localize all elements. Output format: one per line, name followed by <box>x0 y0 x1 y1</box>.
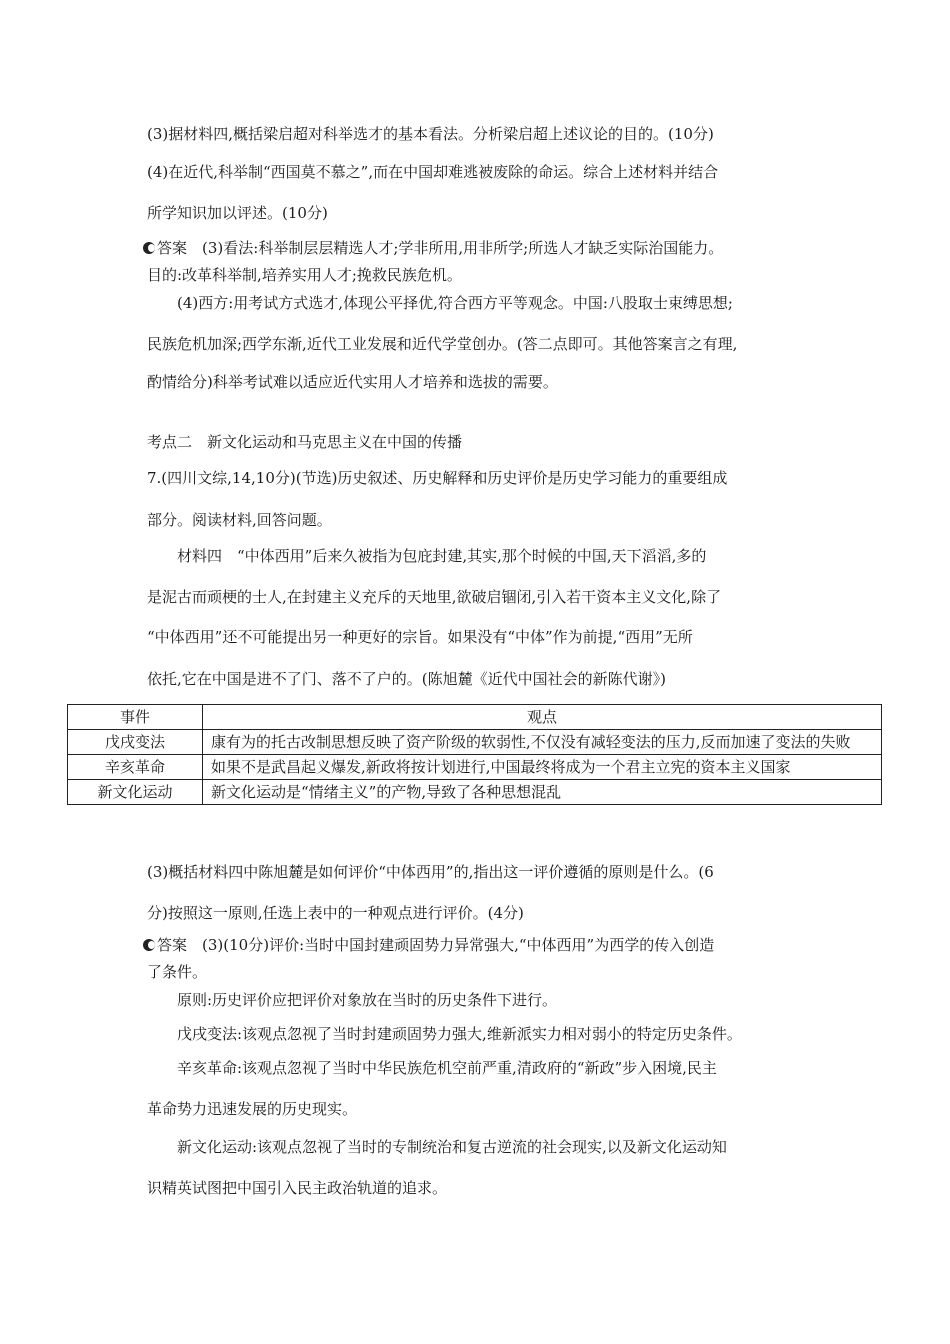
table-cell-event: 辛亥革命 <box>68 755 203 780</box>
table-row <box>68 755 882 780</box>
question-3-prev: (3)据材料四,概括梁启超对科举选才的基本看法。分析梁启超上述议论的目的。(10分) <box>147 125 714 143</box>
answer-1-line1 <box>143 238 723 258</box>
opinions-table <box>67 704 882 805</box>
question-3-line1: (3)概括材料四中陈旭麓是如何评价“中体西用”的,指出这一评价遵循的原则是什么。(6 <box>147 863 714 881</box>
question-4-prev-line2: 所学知识加以评述。(10分) <box>147 204 328 222</box>
table-row <box>68 780 882 805</box>
answer-2-line2: 了条件。 <box>147 963 208 981</box>
table-cell-opinion: 如果不是武昌起义爆发,新政将按计划进行,中国最终将成为一个君主立宪的资本主义国家 <box>203 755 882 780</box>
answer-label: 答案 <box>157 936 188 954</box>
table-cell-event: 新文化运动 <box>68 780 203 805</box>
answer-marker-icon <box>143 242 155 254</box>
answer-2-line7: 新文化运动:该观点忽视了当时的专制统治和复古逆流的社会现实,以及新文化运动知 <box>177 1138 727 1156</box>
answer-2-line6: 革命势力迅速发展的历史现实。 <box>147 1100 358 1118</box>
section-title: 考点二 新文化运动和马克思主义在中国的传播 <box>147 433 463 451</box>
material-4-line4: 依托,它在中国是进不了门、落不了户的。(陈旭麓《近代中国社会的新陈代谢》) <box>147 670 666 688</box>
material-4-line3: “中体西用”还不可能提出另一种更好的宗旨。如果没有“中体”作为前提,“西用”无所 <box>147 628 693 646</box>
question-7-line1: 7.(四川文综,14,10分)(节选)历史叙述、历史解释和历史评价是历史学习能力的重要组成 <box>147 469 728 487</box>
question-3-line2: 分)按照这一原则,任选上表中的一种观点进行评价。(4分) <box>147 904 524 922</box>
answer-1-line2: 目的:改革科举制,培养实用人才;挽救民族危机。 <box>147 266 462 284</box>
answer-2-line5: 辛亥革命:该观点忽视了当时中华民族危机空前严重,清政府的“新政”步入困境,民主 <box>177 1059 717 1077</box>
material-4-line1: 材料四 “中体西用”后来久被指为包庇封建,其实,那个时候的中国,天下滔滔,多的 <box>177 547 707 565</box>
table-cell-opinion: 康有为的托古改制思想反映了资产阶级的软弱性,不仅没有减轻变法的压力,反而加速了变法的失败 <box>203 730 882 755</box>
question-4-prev-line1: (4)在近代,科举制“西国莫不慕之”,而在中国却难逃被废除的命运。综合上述材料并结合 <box>147 163 719 181</box>
table-cell-opinion: 新文化运动是“情绪主义”的产物,导致了各种思想混乱 <box>203 780 882 805</box>
answer-1-line3: (4)西方:用考试方式选才,体现公平择优,符合西方平等观念。中国:八股取士束缚思想; <box>177 294 733 312</box>
material-4-line2: 是泥古而顽梗的士人,在封建主义充斥的天地里,欲破启锢闭,引入若干资本主义文化,除了 <box>147 588 722 606</box>
answer-2-line4: 戊戌变法:该观点忽视了当时封建顽固势力强大,维新派实力相对弱小的特定历史条件。 <box>177 1025 742 1043</box>
table-header-opinion: 观点 <box>203 705 882 730</box>
table-header-row <box>68 705 882 730</box>
table-row <box>68 730 882 755</box>
answer-2-line1 <box>143 935 714 955</box>
table-cell-event: 戊戌变法 <box>68 730 203 755</box>
answer-1-text1: (3)看法:科举制层层精选人才;学非所用,用非所学;所选人才缺乏实际治国能力。 <box>202 239 724 257</box>
answer-2-text1: (3)(10分)评价:当时中国封建顽固势力异常强大,“中体西用”为西学的传入创造 <box>202 936 715 954</box>
answer-2-line8: 识精英试图把中国引入民主政治轨道的追求。 <box>147 1179 448 1197</box>
answer-label: 答案 <box>157 239 188 257</box>
answer-2-line3: 原则:历史评价应把评价对象放在当时的历史条件下进行。 <box>177 991 558 1009</box>
answer-marker-icon <box>143 939 155 951</box>
answer-1-line4: 民族危机加深;西学东渐,近代工业发展和近代学堂创办。(答二点即可。其他答案言之有理, <box>147 335 738 353</box>
table-header-event: 事件 <box>68 705 203 730</box>
answer-1-line5: 酌情给分)科举考试难以适应近代实用人才培养和选拔的需要。 <box>147 373 558 391</box>
question-7-line2: 部分。阅读材料,回答问题。 <box>147 511 332 529</box>
